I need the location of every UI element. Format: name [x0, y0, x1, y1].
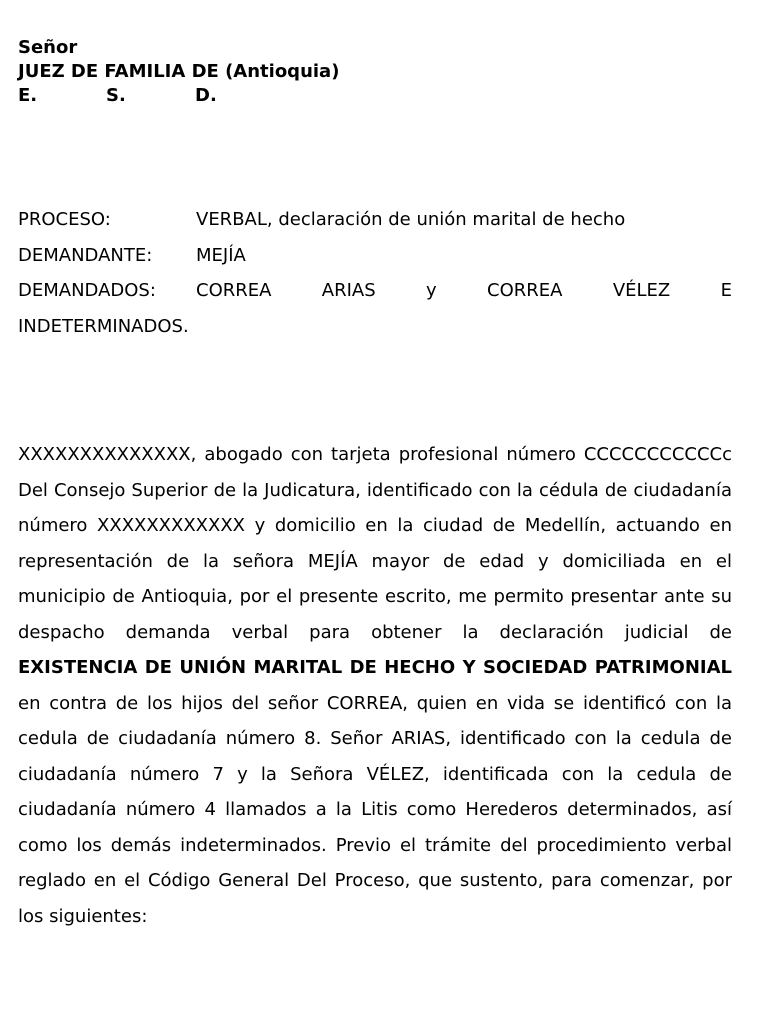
demandados-value [196, 273, 732, 309]
demandante-row [18, 238, 732, 274]
addressee-block [18, 36, 732, 108]
demandante-value: MEJÍA [196, 244, 246, 266]
demandados-word: E [720, 280, 732, 301]
salutation: Señor [18, 37, 78, 58]
case-metadata [18, 202, 732, 344]
esd-s: S. [106, 85, 126, 106]
demandante-label: DEMANDANTE: [18, 244, 153, 266]
demandados-row [18, 273, 732, 309]
demandados-word: CORREA [196, 280, 272, 301]
demandados-continuation: INDETERMINADOS. [18, 315, 189, 337]
document-page [18, 36, 732, 952]
demandados-word: CORREA [487, 280, 563, 301]
proceso-row [18, 202, 732, 238]
body-text-bold: EXISTENCIA DE UNIÓN MARITAL DE HECHO Y SOCIEDAD PATRIMONIAL [18, 657, 732, 678]
demandados-word: VÉLEZ [612, 280, 671, 301]
demandados-word: y [426, 280, 437, 301]
demandados-word: ARIAS [321, 280, 376, 301]
demandados-label: DEMANDADOS: [18, 280, 156, 301]
body-text-part2: en contra de los hijos del señor CORREA, quien en vida se identificó con la cedula de ciudadanía número 8. Señor ARIAS, identificado con la cedula de ciudadanía número 7 y la Señora VÉLEZ, identificada con la cedula de ciudadanía número 4 llamados a la Litis como Herederos determinados, así como los demás indeterminados. Previo el trámite del procedimiento verbal reglado en el Código General Del Proceso, que sustento, para comenzar, por los siguientes: [18, 692, 732, 927]
body-text-part1: XXXXXXXXXXXXXX, abogado con tarjeta profesional número CCCCCCCCCCCc Del Consejo Superior de la Judicatura, identificado con la cédula de ciudadanía número XXXXXXXXXXXX y domicilio en la ciudad de Medellín, actuando en representación de la señora MEJÍA mayor de edad y domiciliada en el municipio de Antioquia, por el presente escrito, me permito presentar ante su despacho demanda verbal para obtener la declaración judicial de [18, 444, 732, 643]
proceso-value: VERBAL, declaración de unión marital de hecho [196, 209, 626, 230]
proceso-label: PROCESO: [18, 209, 111, 230]
addressee: JUEZ DE FAMILIA DE (Antioquia) [18, 61, 340, 82]
body-paragraph [18, 437, 732, 934]
esd-d: D. [195, 85, 217, 106]
demandados-continuation-row [18, 309, 732, 345]
esd-e: E. [18, 85, 38, 106]
esd-line [18, 84, 732, 108]
